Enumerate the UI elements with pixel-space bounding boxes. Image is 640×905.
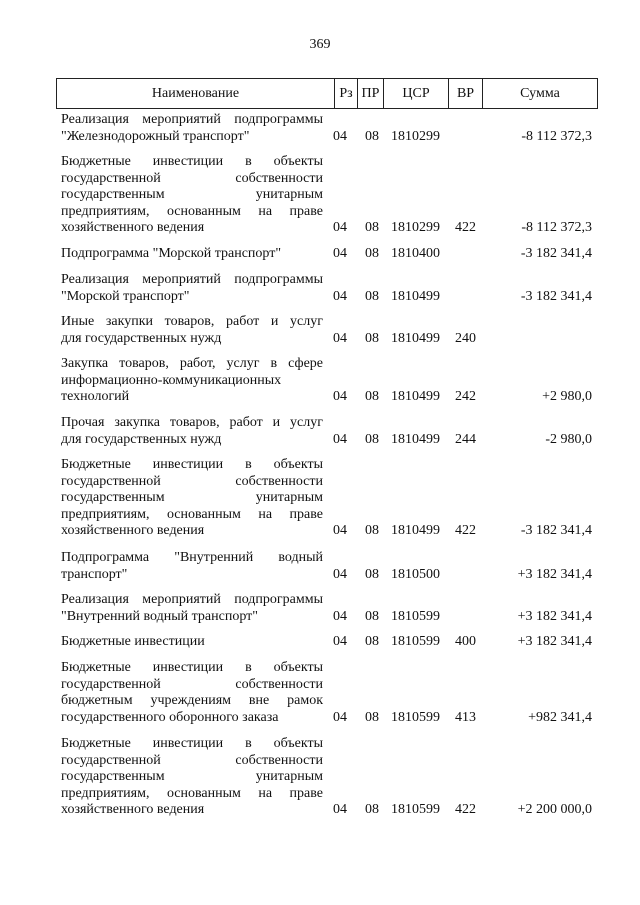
row-pr: 08 [365,389,379,404]
row-rz: 04 [333,389,347,404]
row-csr: 1810500 [391,566,440,582]
row-name-line: Подпрограмма "Морской транспорт" [61,246,282,261]
header-sum: Сумма [520,86,560,101]
row-name [61,550,323,583]
row-sum: -3 182 341,4 [520,246,592,261]
row-pr: 08 [365,246,379,261]
row-name [61,592,323,625]
row-vr: 244 [455,431,476,447]
row-pr: 08 [365,431,379,447]
row-rz: 04 [333,330,347,346]
row-name-line: Бюджетные инвестиции в объекты [61,457,323,472]
row-sum: +2 200 000,0 [517,802,592,817]
row-csr: 1810499 [391,330,440,346]
row-pr: 08 [365,709,379,725]
row-rz: 04 [333,220,347,235]
row-name-line: государственным унитарным [61,769,323,784]
row-name-line: "Морской транспорт" [61,288,190,304]
row-name-line: государственным унитарным [61,490,323,505]
row-pr: 08 [365,802,379,817]
row-rz: 04 [333,566,347,582]
row-name-line: государственной собственности [61,752,323,768]
row-sum: -8 112 372,3 [521,128,592,144]
row-pr: 08 [365,608,379,624]
row-name [61,660,323,726]
row-name-line: для государственных нужд [61,330,222,346]
row-name [61,314,323,347]
row-sum: -8 112 372,3 [521,220,592,235]
row-name-line: "Внутренний водный транспорт" [61,608,258,624]
row-name-line: предприятиям, основанным на праве [61,506,323,522]
header-name: Наименование [151,86,240,101]
row-name-line: информационно-коммуникационных [61,372,282,388]
row-rz: 04 [333,431,347,447]
row-name-line: бюджетным учреждениям вне рамок [61,693,323,708]
row-pr: 08 [365,330,379,346]
row-name [61,415,323,448]
row-csr: 1810499 [391,389,440,404]
row-vr: 413 [455,709,476,725]
row-name-line: государственным унитарным [61,187,323,202]
row-vr: 422 [455,220,476,235]
row-name [61,736,323,819]
row-rz: 04 [333,634,347,649]
row-name-line: Иные закупки товаров, работ и услуг [61,314,323,329]
row-rz: 04 [333,709,347,725]
row-vr: 240 [455,330,476,346]
row-name-line: Бюджетные инвестиции в объекты [61,736,323,751]
row-csr: 1810299 [391,128,440,144]
row-name-line: "Железнодорожный транспорт" [61,128,250,144]
row-rz: 04 [333,288,347,304]
row-csr: 1810599 [391,802,440,817]
row-sum: -2 980,0 [545,431,592,447]
row-name-line: хозяйственного ведения [61,523,205,538]
row-rz: 04 [333,523,347,538]
row-csr: 1810599 [391,634,440,649]
row-pr: 08 [365,634,379,649]
row-vr: 422 [455,802,476,817]
row-name [61,272,323,305]
row-name-line: государственной собственности [61,676,323,692]
row-pr: 08 [365,128,379,144]
table-header [56,78,598,109]
row-name-line: хозяйственного ведения [61,802,205,817]
row-name-line: Реализация мероприятий подпрограммы [61,592,323,607]
row-sum: +3 182 341,4 [517,634,592,649]
header-csr: ЦСР [402,86,430,101]
row-csr: 1810599 [391,709,440,725]
row-name-line: государственного оборонного заказа [61,709,279,725]
row-name-line: технологий [61,389,130,404]
row-name-line: для государственных нужд [61,431,222,447]
row-name [61,634,323,651]
row-name-line: Бюджетные инвестиции в объекты [61,660,323,675]
row-vr: 422 [455,523,476,538]
row-pr: 08 [365,523,379,538]
row-name [61,457,323,540]
row-csr: 1810599 [391,608,440,624]
row-csr: 1810499 [391,288,440,304]
row-csr: 1810400 [391,246,440,261]
row-name-line: Закупка товаров, работ, услуг в сфере [61,356,323,371]
row-rz: 04 [333,802,347,817]
row-sum: -3 182 341,4 [520,523,592,538]
row-name-line: государственной собственности [61,170,323,186]
row-name-line: предприятиям, основанным на праве [61,203,323,219]
page-number: 369 [309,37,331,52]
row-csr: 1810499 [391,431,440,447]
header-rz: Рз [339,86,353,101]
row-sum: +3 182 341,4 [517,608,592,624]
row-name-line: хозяйственного ведения [61,220,205,235]
row-pr: 08 [365,220,379,235]
row-rz: 04 [333,128,347,144]
row-sum: +3 182 341,4 [517,566,592,582]
row-rz: 04 [333,246,347,261]
row-vr: 400 [455,634,476,649]
row-name-line: Реализация мероприятий подпрограммы [61,272,323,287]
header-pr: ПР [361,86,380,101]
row-name-line: Бюджетные инвестиции в объекты [61,154,323,169]
row-name-line: Подпрограмма "Внутренний водный [61,550,323,565]
row-name [61,246,323,263]
row-name [61,154,323,237]
row-csr: 1810499 [391,523,440,538]
row-sum: +982 341,4 [528,709,592,725]
row-sum: +2 980,0 [542,389,592,404]
row-sum: -3 182 341,4 [520,288,592,304]
header-vr: ВР [456,86,475,101]
row-pr: 08 [365,566,379,582]
row-name [61,356,323,406]
row-pr: 08 [365,288,379,304]
row-name-line: транспорт" [61,566,128,582]
row-rz: 04 [333,608,347,624]
row-name-line: Бюджетные инвестиции [61,634,205,649]
row-name [61,112,323,145]
row-name-line: Прочая закупка товаров, работ и услуг [61,415,323,430]
row-vr: 242 [455,389,476,404]
row-name-line: государственной собственности [61,473,323,489]
row-name-line: предприятиям, основанным на праве [61,785,323,801]
row-name-line: Реализация мероприятий подпрограммы [61,112,323,127]
row-csr: 1810299 [391,220,440,235]
